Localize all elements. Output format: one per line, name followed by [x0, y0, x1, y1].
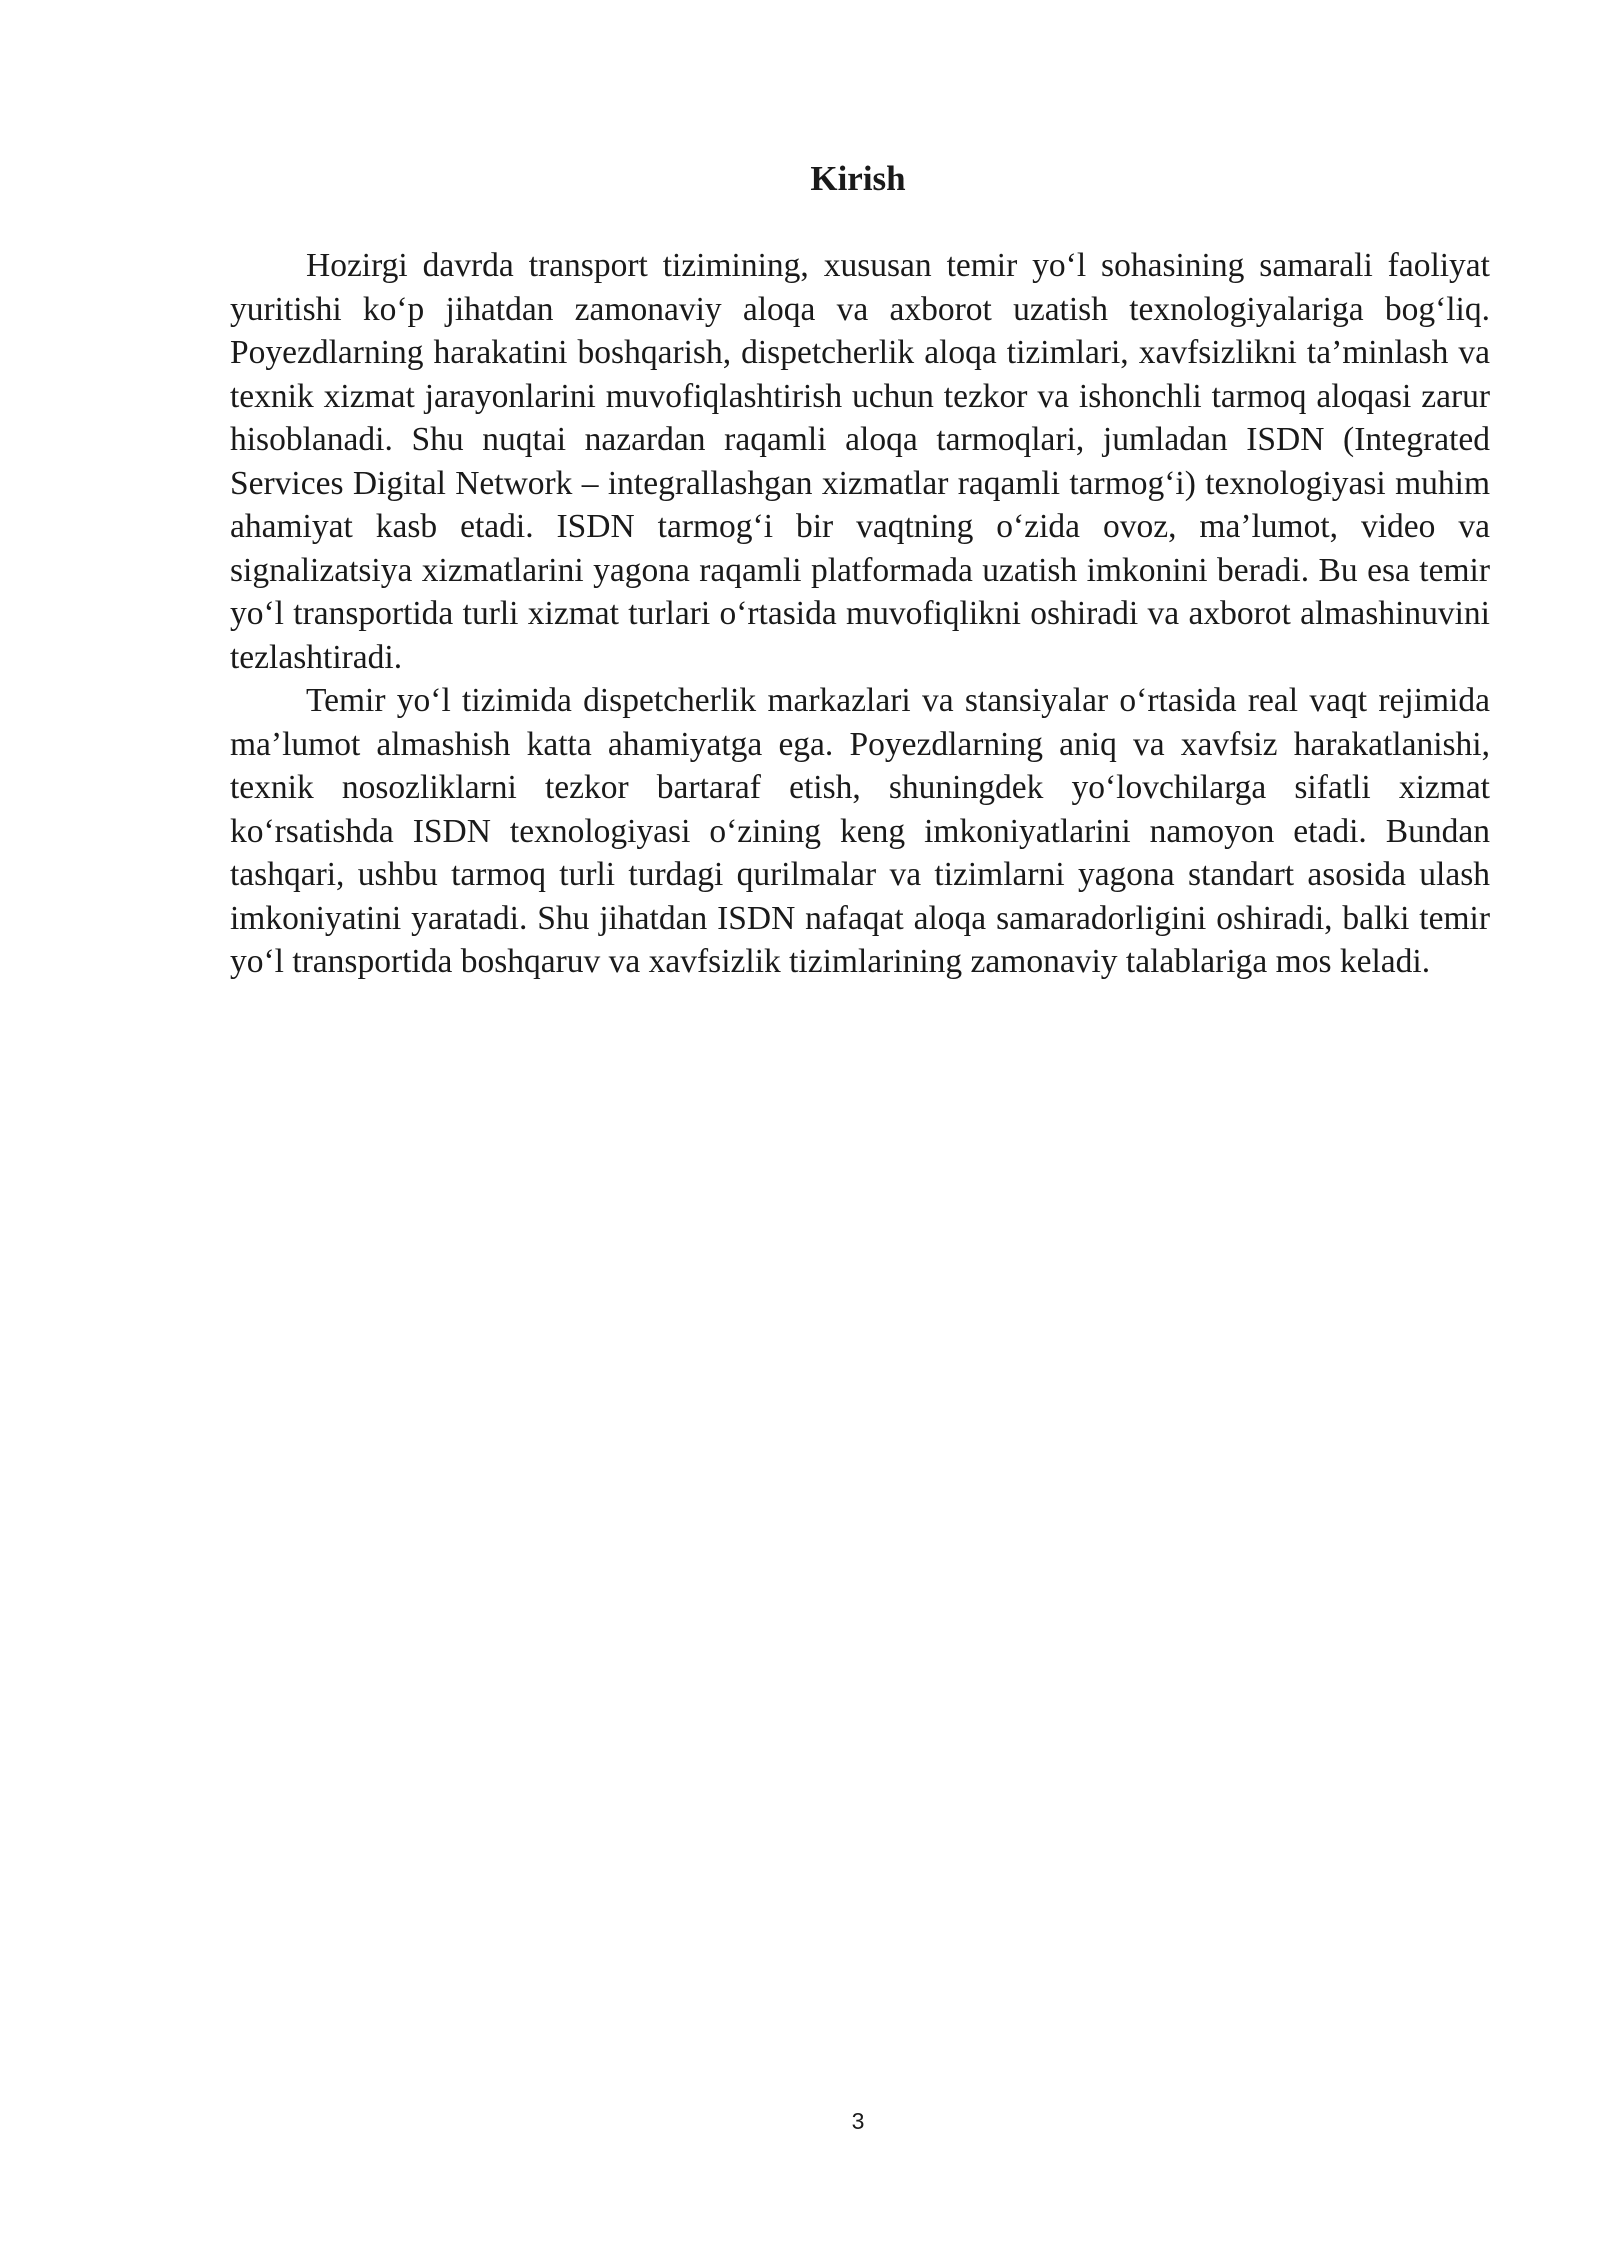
page-number: 3: [851, 2108, 865, 2134]
body-text: [230, 244, 1490, 984]
section-title: Kirish: [810, 159, 906, 198]
paragraph-1: Hozirgi davrda transport tizimining, xususan temir yo‘l sohasining samarali faoliyat yuritishi ko‘p jihatdan zamonaviy aloqa va axborot uzatish texnologiyalariga bog‘liq. Poyezdlarning harakatini boshqarish, dispetcherlik aloqa tizimlari, xavfsizlikni ta’minlash va texnik xizmat jarayonlarini muvofiqlashtirish uchun tezkor va ishonchli tarmoq aloqasi zarur hisoblanadi. Shu nuqtai nazardan raqamli aloqa tarmoqlari, jumladan ISDN (Integrated Services Digital Network – integrallashgan xizmatlar raqamli tarmog‘i) texnologiyasi muhim ahamiyat kasb etadi. ISDN tarmog‘i bir vaqtning o‘zida ovoz, ma’lumot, video va signalizatsiya xizmatlarini yagona raqamli platformada uzatish imkonini beradi. Bu esa temir yo‘l transportida turli xizmat turlari o‘rtasida muvofiqlikni oshiradi va axborot almashinuvini tezlashtiradi.: [230, 247, 1490, 676]
paragraph-2: Temir yo‘l tizimida dispetcherlik markazlari va stansiyalar o‘rtasida real vaqt rejimida ma’lumot almashish katta ahamiyatga ega. Poyezdlarning aniq va xavfsiz harakatlanishi, texnik nosozliklarni tezkor bartaraf etish, shuningdek yo‘lovchilarga sifatli xizmat ko‘rsatishda ISDN texnologiyasi o‘zining keng imkoniyatlarini namoyon etadi. Bundan tashqari, ushbu tarmoq turli turdagi qurilmalar va tizimlarni yagona standart asosida ulash imkoniyatini yaratadi. Shu jihatdan ISDN nafaqat aloqa samaradorligini oshiradi, balki temir yo‘l transportida boshqaruv va xavfsizlik tizimlarining zamonaviy talablariga mos keladi.: [230, 682, 1490, 980]
